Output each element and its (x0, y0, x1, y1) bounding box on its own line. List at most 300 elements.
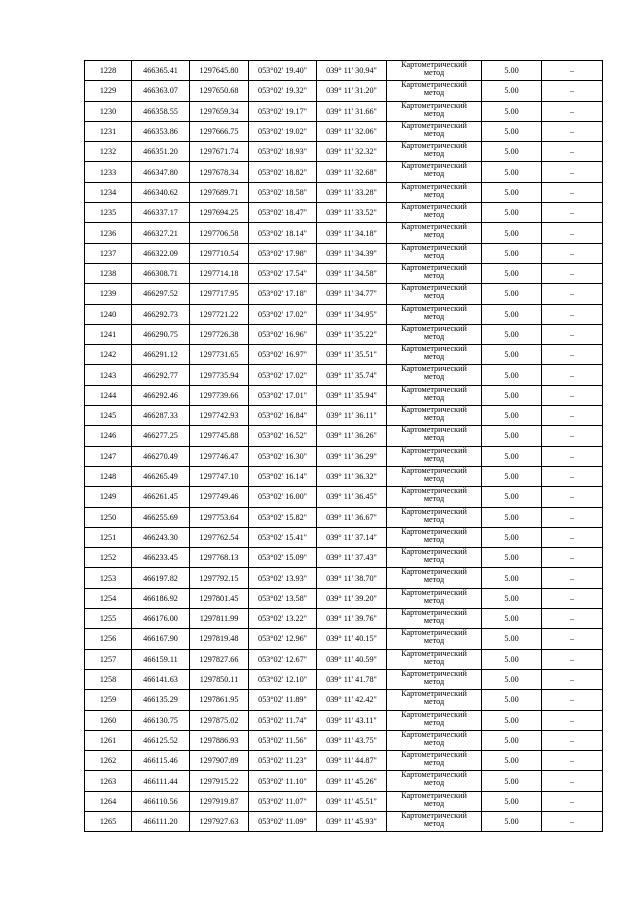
cell-x: 466322.09 (132, 243, 190, 263)
cell-latitude: 053°02' 19.02" (249, 121, 317, 141)
cell-x: 466130.75 (132, 710, 190, 730)
cell-note: – (542, 710, 603, 730)
cell-point-number: 1232 (85, 142, 132, 162)
cell-note: – (542, 751, 603, 771)
cell-longitude: 039° 11' 42.42" (317, 690, 387, 710)
cell-method: Картометрический метод (387, 406, 482, 426)
cell-x: 466125.52 (132, 730, 190, 750)
cell-latitude: 053°02' 17.98" (249, 243, 317, 263)
table-row (85, 263, 603, 283)
cell-y: 1297919.87 (190, 791, 249, 811)
cell-method: Картометрический метод (387, 365, 482, 385)
cell-point-number: 1256 (85, 629, 132, 649)
cell-y: 1297875.02 (190, 710, 249, 730)
cell-longitude: 039° 11' 41.78" (317, 669, 387, 689)
cell-point-number: 1258 (85, 669, 132, 689)
cell-latitude: 053°02' 11.74" (249, 710, 317, 730)
cell-y: 1297762.54 (190, 527, 249, 547)
cell-note: – (542, 365, 603, 385)
cell-accuracy: 5.00 (482, 487, 542, 507)
table-row (85, 426, 603, 446)
cell-note: – (542, 568, 603, 588)
cell-method: Картометрический метод (387, 730, 482, 750)
table-row (85, 609, 603, 629)
cell-longitude: 039° 11' 32.06" (317, 121, 387, 141)
table-row (85, 669, 603, 689)
cell-y: 1297753.64 (190, 507, 249, 527)
cell-y: 1297749.46 (190, 487, 249, 507)
cell-accuracy: 5.00 (482, 426, 542, 446)
cell-longitude: 039° 11' 36.11" (317, 406, 387, 426)
cell-latitude: 053°02' 11.23" (249, 751, 317, 771)
cell-accuracy: 5.00 (482, 507, 542, 527)
cell-point-number: 1253 (85, 568, 132, 588)
cell-accuracy: 5.00 (482, 629, 542, 649)
cell-accuracy: 5.00 (482, 466, 542, 486)
cell-y: 1297645.80 (190, 61, 249, 81)
cell-note: – (542, 507, 603, 527)
cell-accuracy: 5.00 (482, 446, 542, 466)
cell-latitude: 053°02' 13.22" (249, 609, 317, 629)
cell-note: – (542, 446, 603, 466)
cell-method: Картометрический метод (387, 466, 482, 486)
cell-longitude: 039° 11' 36.29" (317, 446, 387, 466)
cell-x: 466261.45 (132, 487, 190, 507)
cell-accuracy: 5.00 (482, 162, 542, 182)
cell-latitude: 053°02' 11.09" (249, 811, 317, 831)
cell-note: – (542, 487, 603, 507)
cell-note: – (542, 345, 603, 365)
cell-x: 466115.46 (132, 751, 190, 771)
cell-x: 466176.00 (132, 609, 190, 629)
cell-point-number: 1249 (85, 487, 132, 507)
cell-accuracy: 5.00 (482, 710, 542, 730)
cell-accuracy: 5.00 (482, 304, 542, 324)
cell-x: 466287.33 (132, 406, 190, 426)
cell-accuracy: 5.00 (482, 142, 542, 162)
table-row (85, 61, 603, 81)
cell-x: 466265.49 (132, 466, 190, 486)
cell-y: 1297689.71 (190, 182, 249, 202)
cell-accuracy: 5.00 (482, 568, 542, 588)
cell-x: 466111.20 (132, 811, 190, 831)
cell-longitude: 039° 11' 34.58" (317, 263, 387, 283)
cell-point-number: 1251 (85, 527, 132, 547)
cell-accuracy: 5.00 (482, 527, 542, 547)
cell-y: 1297801.45 (190, 588, 249, 608)
cell-y: 1297735.94 (190, 365, 249, 385)
cell-x: 466186.92 (132, 588, 190, 608)
cell-y: 1297666.75 (190, 121, 249, 141)
table-row (85, 385, 603, 405)
cell-longitude: 039° 11' 34.77" (317, 284, 387, 304)
cell-x: 466365.41 (132, 61, 190, 81)
cell-x: 466159.11 (132, 649, 190, 669)
cell-point-number: 1240 (85, 304, 132, 324)
cell-longitude: 039° 11' 44.87" (317, 751, 387, 771)
cell-longitude: 039° 11' 30.94" (317, 61, 387, 81)
cell-y: 1297678.34 (190, 162, 249, 182)
cell-accuracy: 5.00 (482, 385, 542, 405)
cell-method: Картометрический метод (387, 324, 482, 344)
cell-note: – (542, 284, 603, 304)
cell-point-number: 1233 (85, 162, 132, 182)
cell-point-number: 1237 (85, 243, 132, 263)
cell-note: – (542, 304, 603, 324)
cell-y: 1297886.93 (190, 730, 249, 750)
cell-longitude: 039° 11' 36.26" (317, 426, 387, 446)
cell-accuracy: 5.00 (482, 101, 542, 121)
cell-point-number: 1230 (85, 101, 132, 121)
cell-method: Картометрический метод (387, 101, 482, 121)
cell-accuracy: 5.00 (482, 548, 542, 568)
cell-latitude: 053°02' 17.02" (249, 304, 317, 324)
cell-accuracy: 5.00 (482, 345, 542, 365)
cell-longitude: 039° 11' 33.52" (317, 203, 387, 223)
table-row (85, 446, 603, 466)
cell-latitude: 053°02' 11.10" (249, 771, 317, 791)
cell-y: 1297792.15 (190, 568, 249, 588)
cell-longitude: 039° 11' 43.75" (317, 730, 387, 750)
cell-latitude: 053°02' 11.89" (249, 690, 317, 710)
cell-method: Картометрический метод (387, 791, 482, 811)
cell-y: 1297714.18 (190, 263, 249, 283)
cell-note: – (542, 385, 603, 405)
cell-accuracy: 5.00 (482, 609, 542, 629)
table-row (85, 182, 603, 202)
cell-longitude: 039° 11' 31.20" (317, 81, 387, 101)
cell-point-number: 1246 (85, 426, 132, 446)
cell-latitude: 053°02' 11.07" (249, 791, 317, 811)
cell-x: 466292.77 (132, 365, 190, 385)
cell-latitude: 053°02' 17.54" (249, 263, 317, 283)
cell-method: Картометрический метод (387, 243, 482, 263)
cell-note: – (542, 406, 603, 426)
table-row (85, 101, 603, 121)
cell-x: 466292.73 (132, 304, 190, 324)
cell-y: 1297747.10 (190, 466, 249, 486)
cell-x: 466110.56 (132, 791, 190, 811)
cell-latitude: 053°02' 15.09" (249, 548, 317, 568)
cell-y: 1297694.25 (190, 203, 249, 223)
cell-method: Картометрический метод (387, 263, 482, 283)
cell-method: Картометрический метод (387, 304, 482, 324)
table-row (85, 203, 603, 223)
table-row (85, 710, 603, 730)
cell-longitude: 039° 11' 34.95" (317, 304, 387, 324)
cell-point-number: 1261 (85, 730, 132, 750)
cell-note: – (542, 61, 603, 81)
cell-point-number: 1236 (85, 223, 132, 243)
cell-latitude: 053°02' 19.17" (249, 101, 317, 121)
cell-y: 1297915.22 (190, 771, 249, 791)
cell-y: 1297746.47 (190, 446, 249, 466)
cell-y: 1297819.48 (190, 629, 249, 649)
cell-x: 466255.69 (132, 507, 190, 527)
cell-point-number: 1250 (85, 507, 132, 527)
cell-x: 466270.49 (132, 446, 190, 466)
cell-note: – (542, 791, 603, 811)
cell-accuracy: 5.00 (482, 791, 542, 811)
cell-x: 466358.55 (132, 101, 190, 121)
cell-method: Картометрический метод (387, 61, 482, 81)
cell-note: – (542, 81, 603, 101)
cell-y: 1297927.63 (190, 811, 249, 831)
cell-note: – (542, 588, 603, 608)
cell-y: 1297861.95 (190, 690, 249, 710)
cell-note: – (542, 142, 603, 162)
cell-longitude: 039° 11' 39.20" (317, 588, 387, 608)
cell-latitude: 053°02' 19.40" (249, 61, 317, 81)
cell-method: Картометрический метод (387, 507, 482, 527)
cell-note: – (542, 263, 603, 283)
table-row (85, 406, 603, 426)
cell-y: 1297811.99 (190, 609, 249, 629)
cell-method: Картометрический метод (387, 182, 482, 202)
cell-latitude: 053°02' 18.47" (249, 203, 317, 223)
cell-point-number: 1239 (85, 284, 132, 304)
table-row (85, 284, 603, 304)
table-row (85, 690, 603, 710)
cell-latitude: 053°02' 15.41" (249, 527, 317, 547)
cell-method: Картометрический метод (387, 751, 482, 771)
cell-latitude: 053°02' 16.00" (249, 487, 317, 507)
cell-x: 466351.20 (132, 142, 190, 162)
cell-method: Картометрический метод (387, 81, 482, 101)
cell-x: 466233.45 (132, 548, 190, 568)
cell-x: 466135.29 (132, 690, 190, 710)
cell-accuracy: 5.00 (482, 751, 542, 771)
table-row (85, 466, 603, 486)
table-row (85, 162, 603, 182)
table-row (85, 365, 603, 385)
cell-method: Картометрический метод (387, 690, 482, 710)
cell-y: 1297710.54 (190, 243, 249, 263)
cell-y: 1297650.68 (190, 81, 249, 101)
cell-latitude: 053°02' 18.82" (249, 162, 317, 182)
cell-point-number: 1234 (85, 182, 132, 202)
cell-longitude: 039° 11' 35.74" (317, 365, 387, 385)
cell-latitude: 053°02' 12.67" (249, 649, 317, 669)
cell-note: – (542, 203, 603, 223)
cell-point-number: 1231 (85, 121, 132, 141)
cell-x: 466353.86 (132, 121, 190, 141)
cell-method: Картометрический метод (387, 548, 482, 568)
cell-y: 1297726.38 (190, 324, 249, 344)
cell-note: – (542, 771, 603, 791)
cell-accuracy: 5.00 (482, 649, 542, 669)
table-row (85, 81, 603, 101)
cell-note: – (542, 182, 603, 202)
cell-longitude: 039° 11' 45.51" (317, 791, 387, 811)
cell-longitude: 039° 11' 40.59" (317, 649, 387, 669)
cell-accuracy: 5.00 (482, 730, 542, 750)
cell-accuracy: 5.00 (482, 243, 542, 263)
coordinates-table (84, 60, 603, 832)
cell-x: 466111.44 (132, 771, 190, 791)
cell-method: Картометрический метод (387, 203, 482, 223)
cell-method: Картометрический метод (387, 649, 482, 669)
table-row (85, 811, 603, 831)
cell-point-number: 1254 (85, 588, 132, 608)
cell-note: – (542, 669, 603, 689)
cell-method: Картометрический метод (387, 527, 482, 547)
cell-point-number: 1264 (85, 791, 132, 811)
cell-method: Картометрический метод (387, 284, 482, 304)
cell-latitude: 053°02' 16.97" (249, 345, 317, 365)
cell-note: – (542, 162, 603, 182)
cell-longitude: 039° 11' 34.39" (317, 243, 387, 263)
cell-point-number: 1259 (85, 690, 132, 710)
cell-point-number: 1257 (85, 649, 132, 669)
table-row (85, 791, 603, 811)
cell-longitude: 039° 11' 32.68" (317, 162, 387, 182)
cell-method: Картометрический метод (387, 629, 482, 649)
cell-method: Картометрический метод (387, 710, 482, 730)
cell-note: – (542, 811, 603, 831)
table-row (85, 751, 603, 771)
cell-accuracy: 5.00 (482, 263, 542, 283)
cell-longitude: 039° 11' 45.26" (317, 771, 387, 791)
cell-x: 466291.12 (132, 345, 190, 365)
cell-latitude: 053°02' 17.18" (249, 284, 317, 304)
cell-method: Картометрический метод (387, 669, 482, 689)
cell-note: – (542, 649, 603, 669)
cell-point-number: 1228 (85, 61, 132, 81)
cell-x: 466337.17 (132, 203, 190, 223)
cell-longitude: 039° 11' 33.28" (317, 182, 387, 202)
cell-method: Картометрический метод (387, 142, 482, 162)
cell-point-number: 1248 (85, 466, 132, 486)
cell-longitude: 039° 11' 37.14" (317, 527, 387, 547)
cell-point-number: 1244 (85, 385, 132, 405)
table-row (85, 771, 603, 791)
cell-x: 466197.82 (132, 568, 190, 588)
table-row (85, 223, 603, 243)
cell-method: Картометрический метод (387, 446, 482, 466)
cell-longitude: 039° 11' 31.66" (317, 101, 387, 121)
cell-method: Картометрический метод (387, 487, 482, 507)
cell-accuracy: 5.00 (482, 121, 542, 141)
cell-y: 1297721.22 (190, 304, 249, 324)
table-row (85, 527, 603, 547)
cell-note: – (542, 426, 603, 446)
cell-accuracy: 5.00 (482, 324, 542, 344)
cell-latitude: 053°02' 18.58" (249, 182, 317, 202)
cell-y: 1297768.13 (190, 548, 249, 568)
cell-latitude: 053°02' 16.84" (249, 406, 317, 426)
cell-method: Картометрический метод (387, 811, 482, 831)
cell-point-number: 1262 (85, 751, 132, 771)
cell-method: Картометрический метод (387, 588, 482, 608)
cell-note: – (542, 223, 603, 243)
table-row (85, 142, 603, 162)
table-row (85, 243, 603, 263)
cell-latitude: 053°02' 15.82" (249, 507, 317, 527)
cell-point-number: 1260 (85, 710, 132, 730)
cell-longitude: 039° 11' 39.76" (317, 609, 387, 629)
cell-x: 466297.52 (132, 284, 190, 304)
cell-longitude: 039° 11' 43.11" (317, 710, 387, 730)
cell-note: – (542, 101, 603, 121)
cell-y: 1297745.88 (190, 426, 249, 446)
cell-note: – (542, 548, 603, 568)
table-row (85, 345, 603, 365)
cell-latitude: 053°02' 16.96" (249, 324, 317, 344)
cell-accuracy: 5.00 (482, 406, 542, 426)
cell-longitude: 039° 11' 32.32" (317, 142, 387, 162)
cell-longitude: 039° 11' 45.93" (317, 811, 387, 831)
cell-note: – (542, 121, 603, 141)
cell-point-number: 1243 (85, 365, 132, 385)
cell-point-number: 1238 (85, 263, 132, 283)
cell-latitude: 053°02' 17.02" (249, 365, 317, 385)
cell-x: 466327.21 (132, 223, 190, 243)
cell-x: 466363.07 (132, 81, 190, 101)
cell-note: – (542, 690, 603, 710)
cell-y: 1297742.93 (190, 406, 249, 426)
cell-y: 1297671.74 (190, 142, 249, 162)
cell-y: 1297739.66 (190, 385, 249, 405)
table-row (85, 507, 603, 527)
cell-method: Картометрический метод (387, 345, 482, 365)
cell-method: Картометрический метод (387, 771, 482, 791)
cell-point-number: 1247 (85, 446, 132, 466)
cell-accuracy: 5.00 (482, 365, 542, 385)
cell-latitude: 053°02' 18.14" (249, 223, 317, 243)
cell-method: Картометрический метод (387, 568, 482, 588)
cell-longitude: 039° 11' 36.45" (317, 487, 387, 507)
cell-latitude: 053°02' 16.52" (249, 426, 317, 446)
cell-latitude: 053°02' 16.14" (249, 466, 317, 486)
cell-point-number: 1255 (85, 609, 132, 629)
cell-longitude: 039° 11' 35.51" (317, 345, 387, 365)
cell-accuracy: 5.00 (482, 203, 542, 223)
cell-method: Картометрический метод (387, 223, 482, 243)
cell-accuracy: 5.00 (482, 669, 542, 689)
cell-y: 1297659.34 (190, 101, 249, 121)
cell-latitude: 053°02' 18.93" (249, 142, 317, 162)
table-row (85, 121, 603, 141)
cell-accuracy: 5.00 (482, 690, 542, 710)
cell-point-number: 1263 (85, 771, 132, 791)
cell-accuracy: 5.00 (482, 811, 542, 831)
cell-note: – (542, 527, 603, 547)
cell-note: – (542, 629, 603, 649)
table-row (85, 324, 603, 344)
cell-latitude: 053°02' 13.93" (249, 568, 317, 588)
cell-note: – (542, 466, 603, 486)
cell-note: – (542, 324, 603, 344)
cell-latitude: 053°02' 12.96" (249, 629, 317, 649)
cell-x: 466243.30 (132, 527, 190, 547)
cell-note: – (542, 243, 603, 263)
coordinates-table-body (85, 61, 603, 832)
table-row (85, 568, 603, 588)
table-row (85, 588, 603, 608)
table-row (85, 304, 603, 324)
cell-accuracy: 5.00 (482, 61, 542, 81)
cell-accuracy: 5.00 (482, 588, 542, 608)
cell-point-number: 1252 (85, 548, 132, 568)
table-row (85, 730, 603, 750)
cell-y: 1297731.65 (190, 345, 249, 365)
cell-accuracy: 5.00 (482, 182, 542, 202)
cell-longitude: 039° 11' 38.70" (317, 568, 387, 588)
cell-latitude: 053°02' 19.32" (249, 81, 317, 101)
cell-note: – (542, 730, 603, 750)
cell-point-number: 1235 (85, 203, 132, 223)
